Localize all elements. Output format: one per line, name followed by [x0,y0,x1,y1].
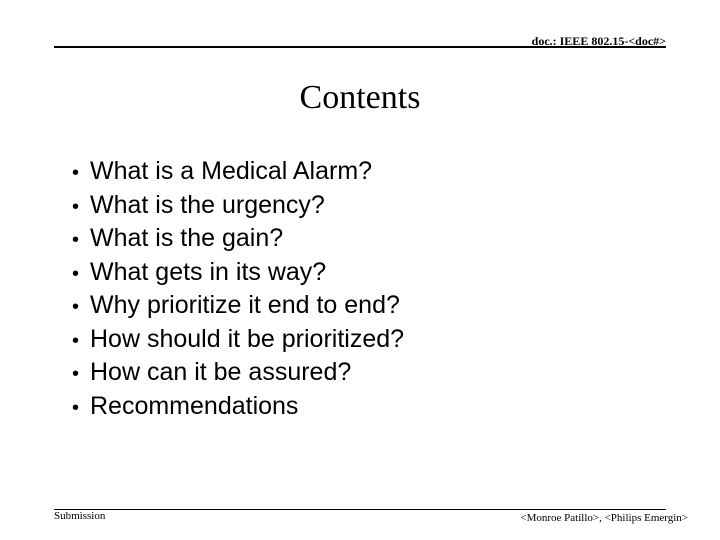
bullet-icon: • [72,396,80,419]
list-item [72,222,404,256]
list-item-text: How can it be assured? [90,358,352,386]
bullet-icon: • [72,229,80,251]
list-item-text: Why prioritize it end to end? [90,291,400,319]
list-item [72,256,404,290]
footer-authors: <Monroe Patillo>, <Philips Emergin> [520,512,688,524]
list-item [72,289,404,323]
list-item-text: What gets in its way? [90,257,327,286]
bullet-icon: • [72,162,80,184]
document-id: doc.: IEEE 802.15-<doc#> [531,34,666,48]
bullet-icon: • [72,329,80,352]
bullet-icon: • [72,262,80,285]
list-item [72,390,404,424]
list-item [72,323,404,357]
list-item-text: What is a Medical Alarm? [90,157,373,185]
list-item-text: Recommendations [90,391,299,420]
slide-title: Contents [299,79,421,116]
bullet-icon: • [72,363,80,385]
footer-submission: Submission [54,510,106,522]
list-item [72,155,404,189]
footer-divider [54,509,666,510]
list-item [72,189,404,223]
bullet-icon: • [72,195,80,218]
list-item-text: What is the urgency? [90,190,325,219]
bullet-icon: • [72,296,80,318]
list-item-text: How should it be prioritized? [90,324,405,353]
contents-list [72,155,404,423]
header-divider [54,46,666,48]
list-item-text: What is the gain? [90,224,284,252]
list-item [72,356,404,390]
